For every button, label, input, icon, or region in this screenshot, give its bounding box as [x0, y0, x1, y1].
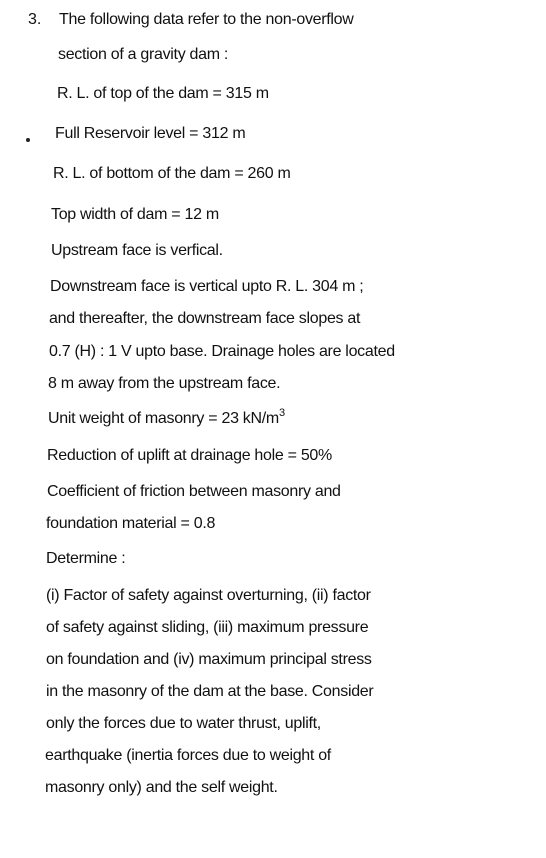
question-text-line: 0.7 (H) : 1 V upto base. Drainage holes are located: [49, 343, 395, 360]
question-text-line: 8 m away from the upstream face.: [48, 375, 281, 392]
question-text-line: R. L. of top of the dam = 315 m: [57, 85, 269, 102]
question-text-line: The following data refer to the non-overflow: [59, 11, 354, 28]
scan-speck: [26, 138, 30, 142]
question-text-line: Upstream face is verfical.: [51, 242, 223, 259]
question-text-line: [48, 409, 285, 429]
question-text-line: (i) Factor of safety against overturning, (ii) factor: [46, 587, 371, 604]
unit-superscript: 3: [278, 407, 285, 419]
question-text-line: in the masonry of the dam at the base. Consider: [46, 683, 374, 700]
question-text-line: of safety against sliding, (iii) maximum pressure: [46, 619, 369, 636]
question-text-line: earthquake (inertia forces due to weight of: [45, 747, 331, 764]
question-text-line: section of a gravity dam :: [58, 46, 229, 63]
question-text-line: on foundation and (iv) maximum principal stress: [46, 651, 372, 668]
question-text-line: Determine :: [46, 550, 126, 567]
question-number: 3.: [28, 11, 42, 28]
question-text-line: foundation material = 0.8: [46, 515, 216, 532]
question-text-line: Reduction of uplift at drainage hole = 50%: [47, 447, 332, 464]
masonry-unit-weight-text: Unit weight of masonry = 23 kN/m: [48, 410, 279, 427]
question-text-line: Full Reservoir level = 312 m: [55, 125, 246, 142]
question-text-line: Downstream face is vertical upto R. L. 304 m ;: [50, 278, 364, 295]
question-text-line: R. L. of bottom of the dam = 260 m: [53, 165, 291, 182]
question-text-line: and thereafter, the downstream face slopes at: [49, 310, 361, 327]
question-text-line: masonry only) and the self weight.: [45, 779, 278, 796]
question-text-line: Coefficient of friction between masonry and: [47, 483, 341, 500]
question-text-line: Top width of dam = 12 m: [51, 206, 219, 223]
question-text-line: only the forces due to water thrust, uplift,: [46, 715, 321, 732]
